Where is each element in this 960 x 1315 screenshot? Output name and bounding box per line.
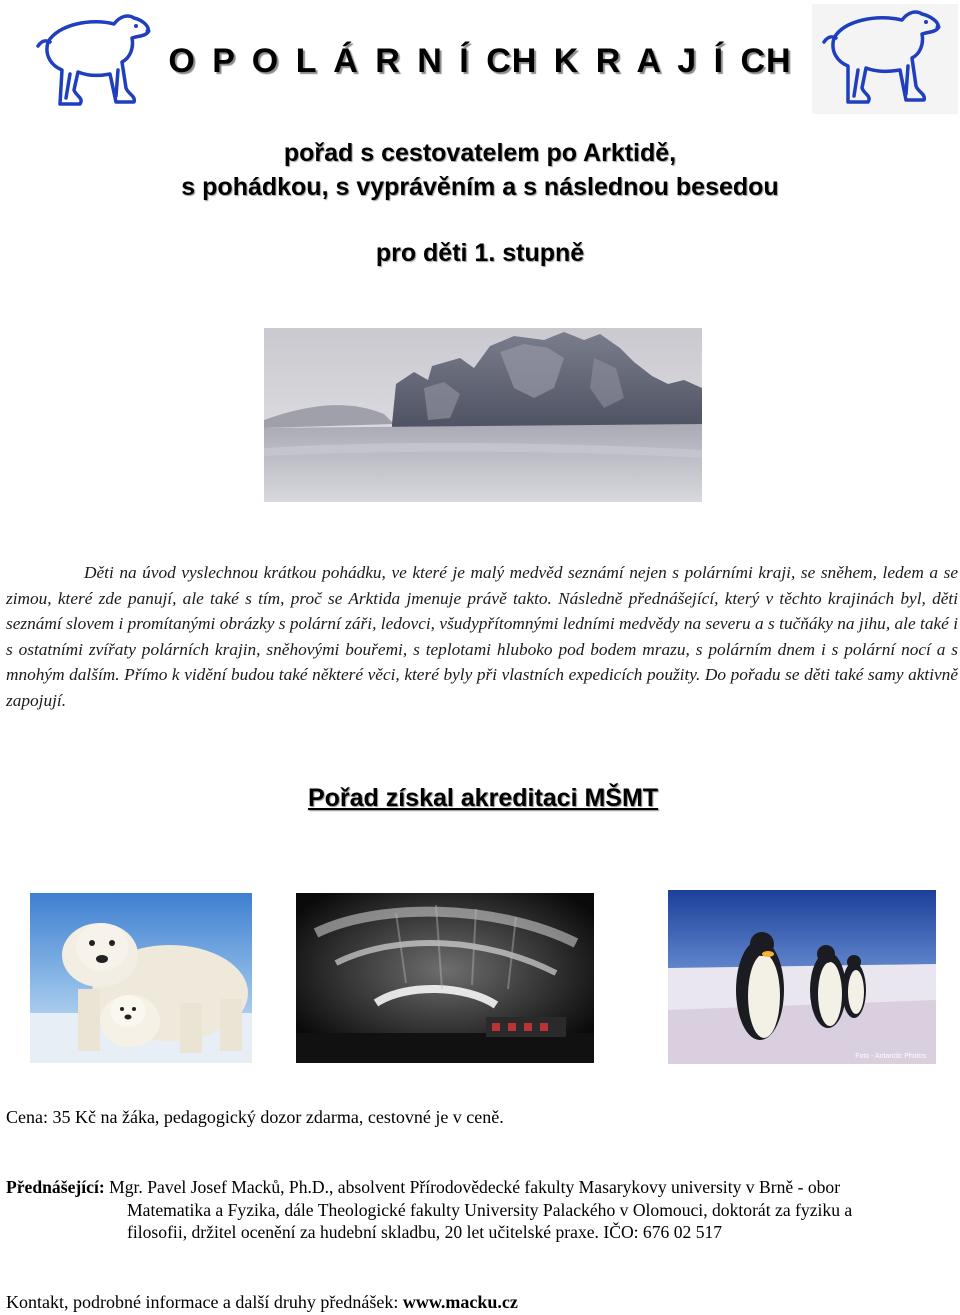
polar-bear-logo-icon bbox=[812, 4, 958, 114]
page-title: O P O L Á R N Í CH K R A J Í CH bbox=[168, 42, 792, 80]
arctic-landscape-photo bbox=[264, 328, 702, 502]
contact-line bbox=[6, 1292, 518, 1313]
speaker-line-1 bbox=[6, 1177, 840, 1197]
accreditation-heading: Pořad získal akreditaci MŠMT bbox=[307, 784, 659, 812]
penguins-photo bbox=[668, 890, 936, 1064]
speaker-block bbox=[6, 1176, 960, 1244]
speaker-line-2: Matematika a Fyzika, dále Theologické fakulty University Palackého v Olomouci, doktorát za fyziku a bbox=[127, 1199, 853, 1220]
subtitle-line-2: s pohádkou, s vyprávěním a s následnou besedou bbox=[181, 173, 779, 201]
intro-paragraph bbox=[6, 560, 958, 713]
polar-bear-logo-icon bbox=[30, 10, 154, 114]
intro-text: Děti na úvod vyslechnou krátkou pohádku, ve které je malý medvěd seznámí nejen s polárními kraji, se sněhem, ledem a se zimou, které zde panují, ale také s tím, proč se Arktida jmenuje právě takto. Následně přednášející, který v těchto krajinách byl, děti seznámí slovem i promítanými obrázky s polární záři, ledovci, všudypřítomnými ledními medvědy na severu a s tučňáky na jihu, ale také i s ostatními zvířaty polárních krajin, sněhovými bouřemi, s teplotami hluboko pod bodem mrazu, s polárním dnem i s polární nocí a s mnohým dalším. Přímo k vidění budou také některé věci, které byly při vlastních expedicích použity. Do pořadu se děti také samy aktivně zapojují. bbox=[6, 563, 958, 710]
contact-link[interactable]: www.macku.cz bbox=[402, 1292, 518, 1312]
price-line: Cena: 35 Kč na žáka, pedagogický dozor zdarma, cestovné je v ceně. bbox=[6, 1107, 504, 1127]
subtitle-line-1: pořad s cestovatelem po Arktidě, bbox=[283, 139, 677, 167]
speaker-label: Přednášející: bbox=[6, 1177, 105, 1197]
speaker-text-1: Mgr. Pavel Josef Macků, Ph.D., absolvent Přírodovědecké fakulty Masarykovy university v Brně - obor bbox=[104, 1177, 841, 1197]
contact-text: Kontakt, podrobné informace a další druhy přednášek: bbox=[6, 1292, 403, 1312]
aurora-photo bbox=[296, 893, 594, 1063]
photo-credit: Foto - Antarctic Photos bbox=[855, 1053, 926, 1060]
polar-bears-photo bbox=[30, 893, 252, 1063]
audience-line: pro děti 1. stupně bbox=[375, 239, 585, 267]
speaker-line-3: filosofii, držitel ocenění za hudební skladbu, 20 let učitelské praxe. IČO: 676 02 517 bbox=[127, 1222, 723, 1242]
